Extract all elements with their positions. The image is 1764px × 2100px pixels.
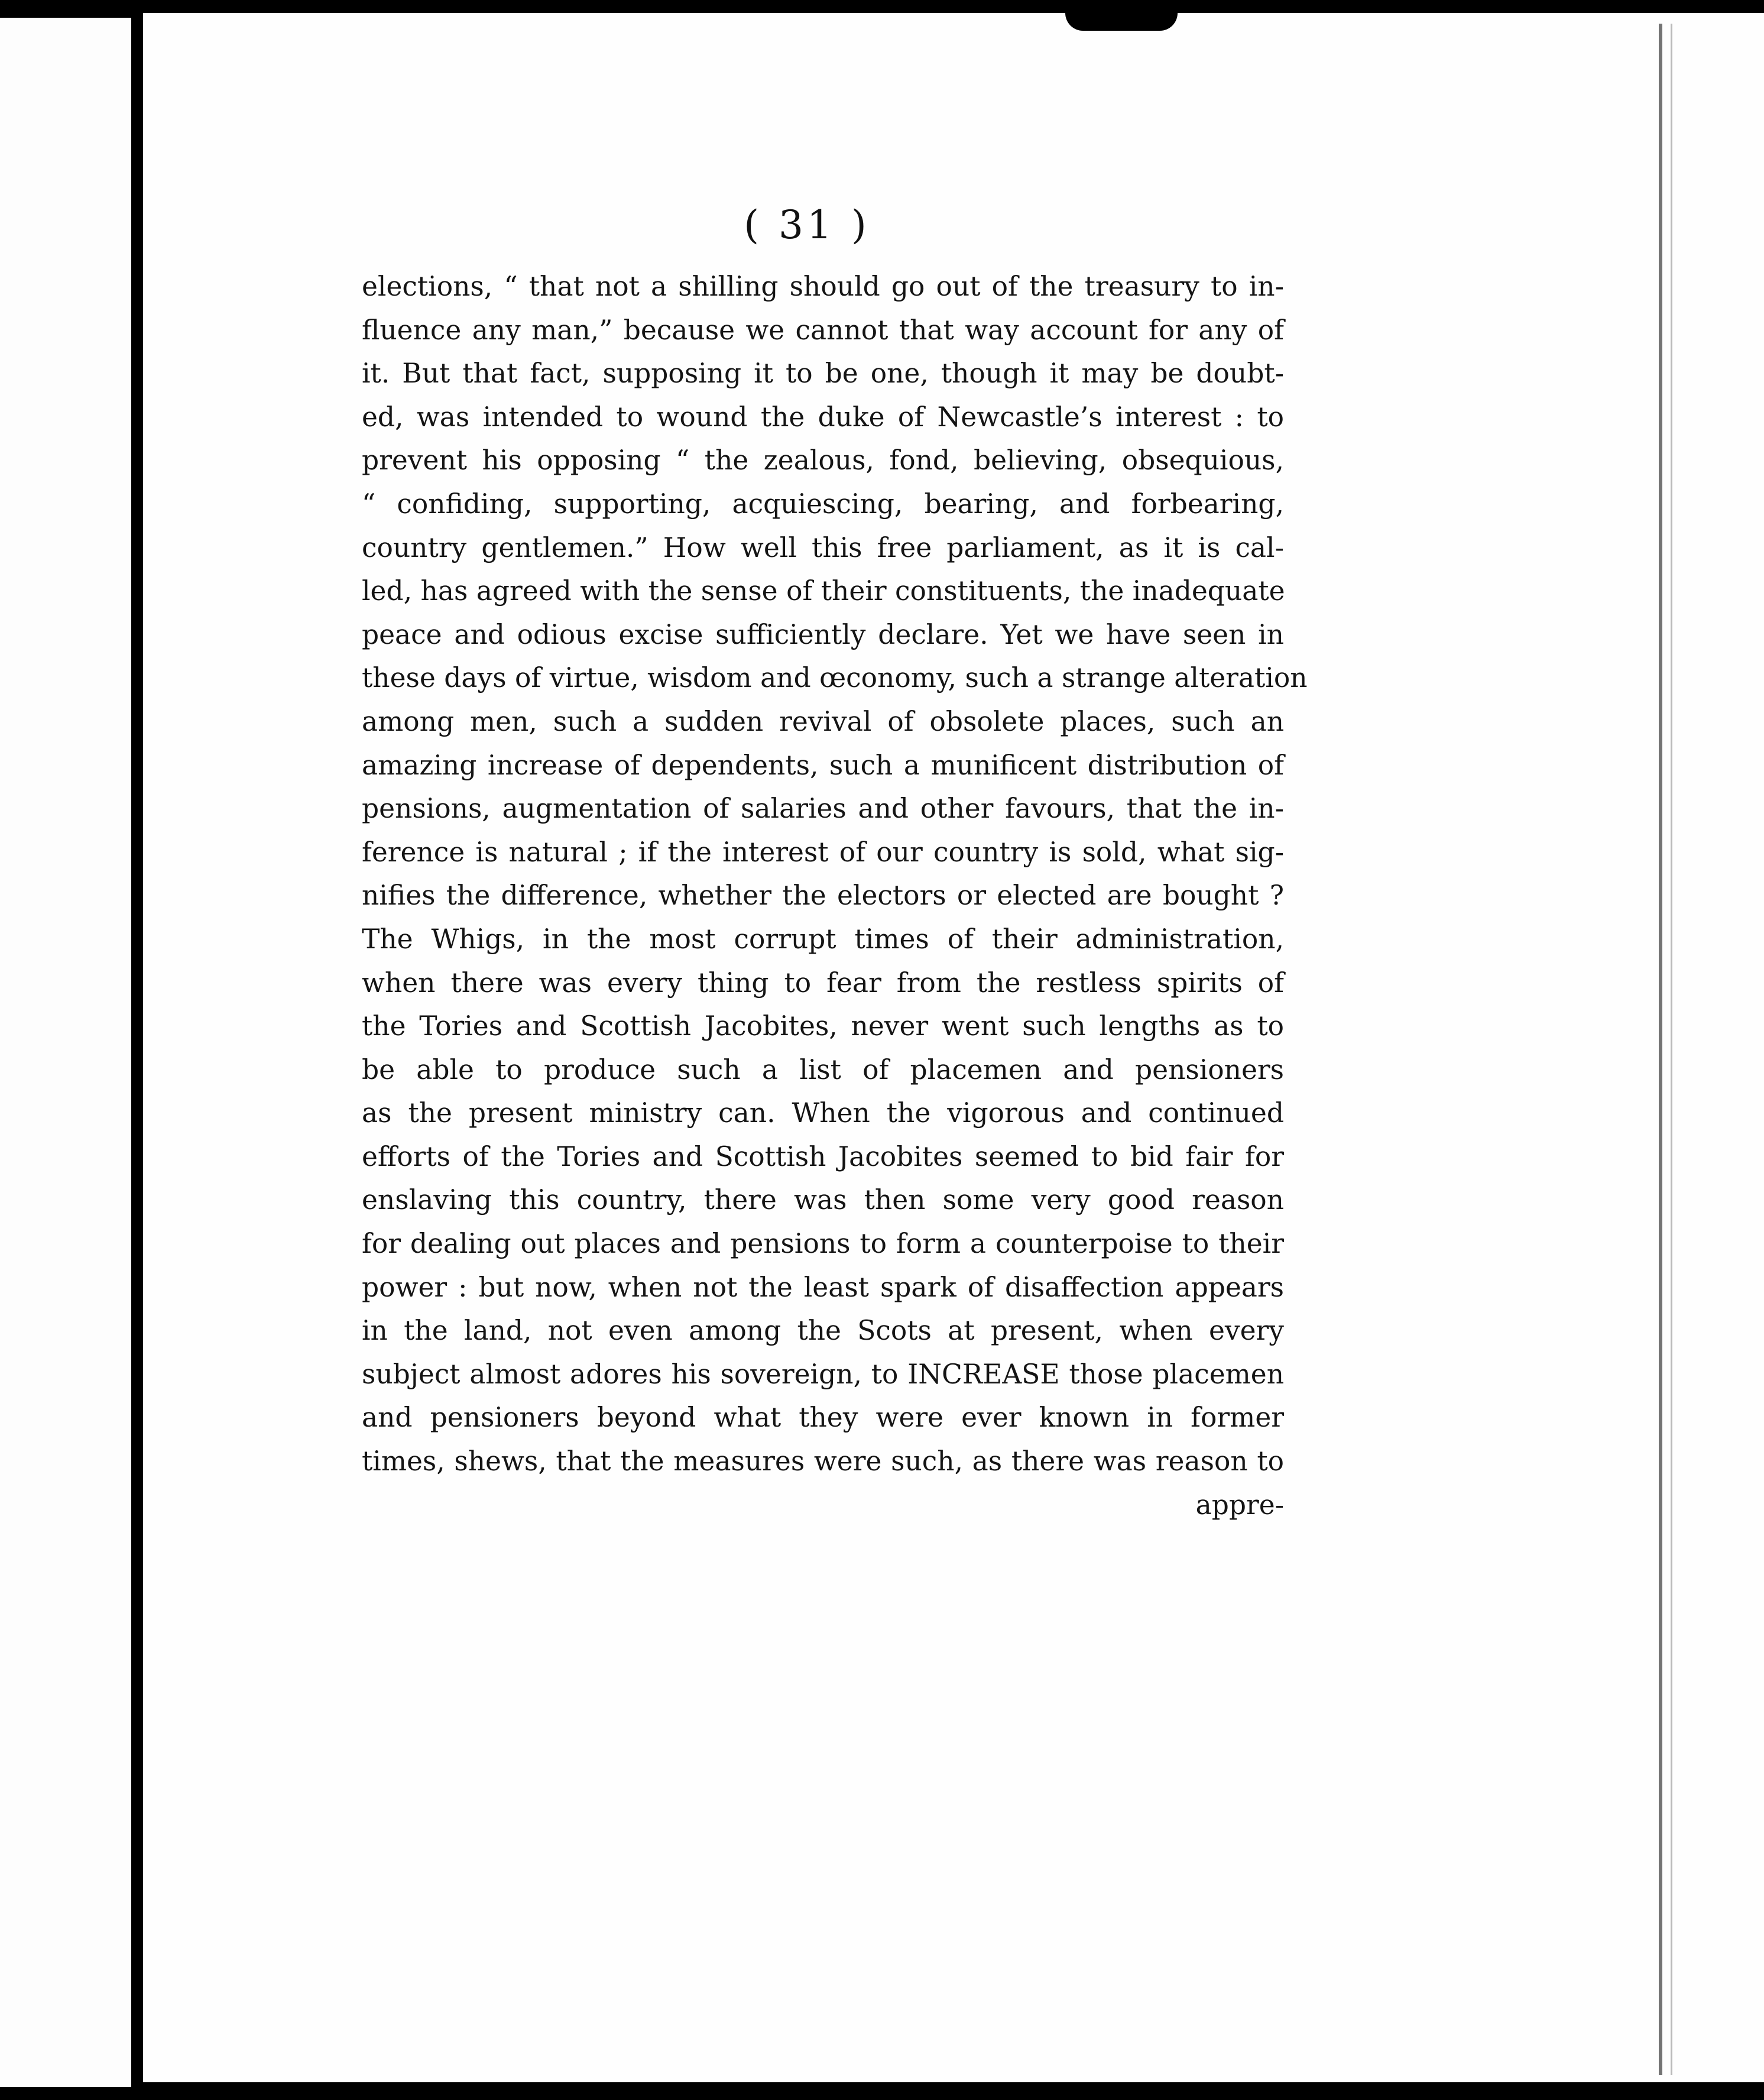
text-line: power : but now, when not the least spark of disaffection appears <box>362 1271 1284 1303</box>
text-line: “ confiding, supporting, acquiescing, bearing, and forbearing, <box>362 488 1284 520</box>
text-line: among men, such a sudden revival of obsolete places, such an <box>362 705 1284 737</box>
page-edge-shadow <box>1659 24 1662 2075</box>
text-line: country gentlemen.” How well this free parliament, as it is cal- <box>362 532 1284 563</box>
text-line: times, shews, that the measures were such, as there was reason to <box>362 1446 1284 1477</box>
text-line: nifies the difference, whether the electors or elected are bought ? <box>362 880 1284 912</box>
scan-smudge <box>1065 13 1178 31</box>
text-line: prevent his opposing “ the zealous, fond, believing, obsequious, <box>362 445 1284 477</box>
body-text <box>362 265 1308 1527</box>
text-line: these days of virtue, wisdom and œconomy, such a strange alteration <box>362 662 1308 694</box>
page-gutter <box>131 0 143 2100</box>
text-line: as the present ministry can. When the vigorous and continued <box>362 1097 1284 1129</box>
text-line: enslaving this country, there was then some very good reason <box>362 1184 1284 1216</box>
left-page-fragment <box>0 18 131 2087</box>
page-edge-shadow-inner <box>1671 24 1672 2075</box>
text-line: when there was every thing to fear from the restless spirits of <box>362 967 1284 999</box>
catchword: appre- <box>1195 1489 1284 1521</box>
text-line: ed, was intended to wound the duke of Newcastle’s interest : to <box>362 401 1284 433</box>
page-number: ( 31 ) <box>744 202 870 248</box>
text-line: subject almost adores his sovereign, to INCREASE those placemen <box>362 1358 1284 1390</box>
text-line: pensions, augmentation of salaries and other favours, that the in- <box>362 793 1284 825</box>
text-line: amazing increase of dependents, such a munificent distribution of <box>362 749 1284 781</box>
text-line: the Tories and Scottish Jacobites, never went such lengths as to <box>362 1010 1284 1042</box>
text-line: ference is natural ; if the interest of our country is sold, what sig- <box>362 836 1284 868</box>
text-line: fluence any man,” because we cannot that way account for any of <box>362 314 1284 346</box>
text-line: for dealing out places and pensions to form a counterpoise to their <box>362 1228 1284 1260</box>
text-line: peace and odious excise sufficiently declare. Yet we have seen in <box>362 618 1284 650</box>
text-line: led, has agreed with the sense of their constituents, the inadequate <box>362 575 1285 607</box>
text-line: The Whigs, in the most corrupt times of their administration, <box>362 923 1284 955</box>
text-line: efforts of the Tories and Scottish Jacobites seemed to bid fair for <box>362 1140 1284 1172</box>
text-line: and pensioners beyond what they were ever known in former <box>362 1402 1284 1434</box>
text-line: elections, “ that not a shilling should go out of the treasury to in- <box>362 271 1284 302</box>
text-line: in the land, not even among the Scots at present, when every <box>362 1315 1284 1347</box>
text-line: be able to produce such a list of placemen and pensioners <box>362 1054 1284 1085</box>
text-line: it. But that fact, supposing it to be one, though it may be doubt- <box>362 358 1284 390</box>
